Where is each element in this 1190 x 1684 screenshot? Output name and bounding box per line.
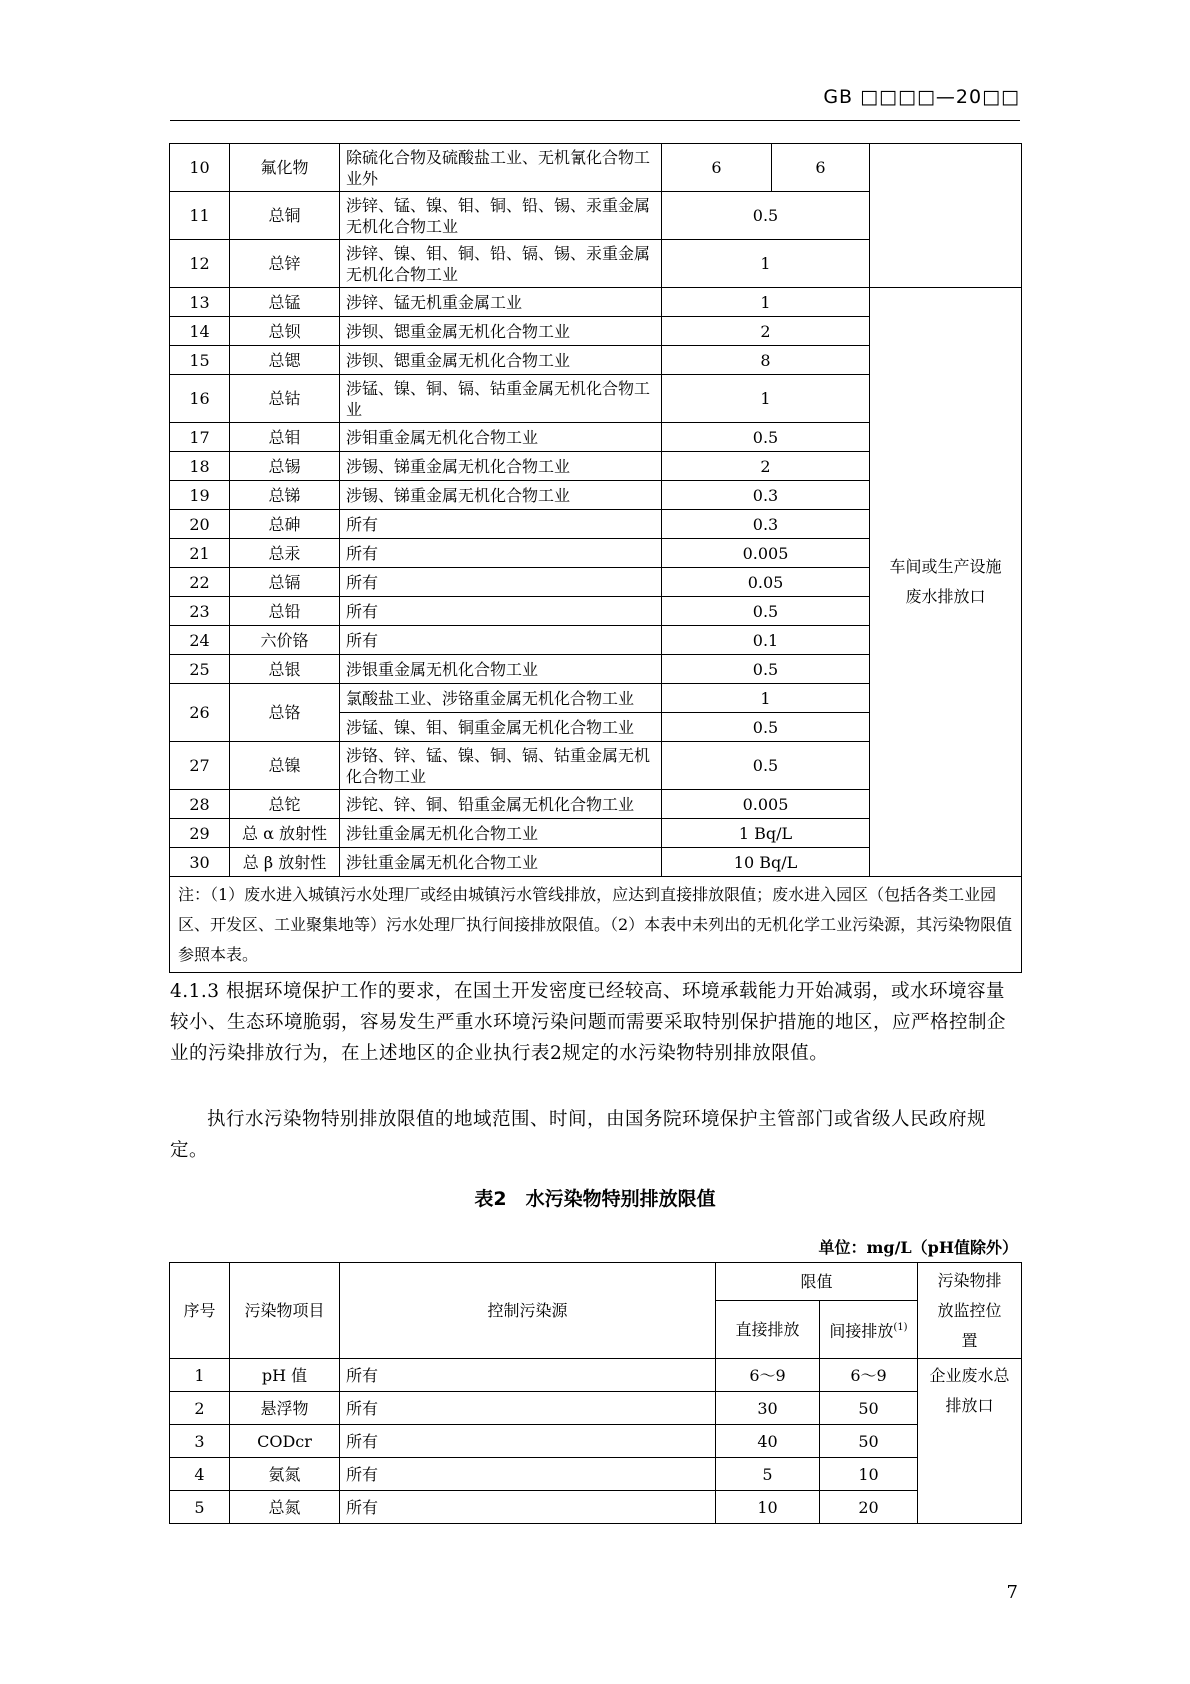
table-row bbox=[170, 288, 1022, 317]
row-limit: 0.05 bbox=[662, 568, 870, 597]
header-item: 污染物项目 bbox=[230, 1263, 340, 1359]
header-no: 序号 bbox=[170, 1263, 230, 1359]
page-number: 7 bbox=[1006, 1582, 1018, 1603]
row-limit: 0.005 bbox=[662, 790, 870, 819]
row-item: 总钴 bbox=[230, 375, 340, 423]
row-indirect: 6 bbox=[772, 144, 870, 192]
row-no: 12 bbox=[170, 240, 230, 288]
table-row bbox=[170, 1392, 1022, 1425]
row-limit: 10 Bq/L bbox=[662, 848, 870, 877]
header-location: 污染物排放监控位置 bbox=[918, 1263, 1022, 1359]
row-direct: 5 bbox=[716, 1458, 820, 1491]
table-note-row bbox=[170, 877, 1022, 973]
header-limit: 限值 bbox=[716, 1263, 918, 1301]
row-limit: 0.005 bbox=[662, 539, 870, 568]
paragraph-4-1-3: 4.1.3 根据环境保护工作的要求，在国土开发密度已经较高、环境承载能力开始减弱，或水环境容量较小、生态环境脆弱，容易发生严重水环境污染问题而需要采取特别保护措施的地区，应严格控制企业的污染排放行为，在上述地区的企业执行表2规定的水污染物特别排放限值。 bbox=[170, 981, 1007, 1064]
row-source: 涉钍重金属无机化合物工业 bbox=[340, 848, 662, 877]
row-source: 所有 bbox=[340, 510, 662, 539]
monitor-location bbox=[918, 1359, 1022, 1524]
row-limit: 0.3 bbox=[662, 481, 870, 510]
row-no: 23 bbox=[170, 597, 230, 626]
table1-continued bbox=[169, 143, 1022, 973]
table-row bbox=[170, 1491, 1022, 1524]
row-no: 20 bbox=[170, 510, 230, 539]
row-indirect: 10 bbox=[820, 1458, 918, 1491]
row-no: 5 bbox=[170, 1491, 230, 1524]
row-indirect: 50 bbox=[820, 1392, 918, 1425]
row-source: 除硫化合物及硫酸盐工业、无机氰化合物工业外 bbox=[340, 144, 662, 192]
row-item: 氟化物 bbox=[230, 144, 340, 192]
footnote-marker: (1) bbox=[893, 1322, 908, 1334]
row-source: 涉锰、镍、钼、铜重金属无机化合物工业 bbox=[340, 713, 662, 742]
row-indirect: 20 bbox=[820, 1491, 918, 1524]
row-source: 涉锌、锰、镍、钼、铜、铅、锡、汞重金属无机化合物工业 bbox=[340, 192, 662, 240]
row-indirect: 6～9 bbox=[820, 1359, 918, 1392]
row-item: 总锌 bbox=[230, 240, 340, 288]
row-no: 26 bbox=[170, 684, 230, 742]
row-source: 涉铊、锌、铜、铅重金属无机化合物工业 bbox=[340, 790, 662, 819]
row-limit: 0.5 bbox=[662, 713, 870, 742]
row-direct: 10 bbox=[716, 1491, 820, 1524]
row-item: 总铅 bbox=[230, 597, 340, 626]
row-item: 总钼 bbox=[230, 423, 340, 452]
row-direct: 6 bbox=[662, 144, 772, 192]
paragraph-special-limits: 执行水污染物特别排放限值的地域范围、时间，由国务院环境保护主管部门或省级人民政府规定。 bbox=[170, 1109, 987, 1161]
row-limit: 2 bbox=[662, 317, 870, 346]
row-no: 24 bbox=[170, 626, 230, 655]
row-item: 总铬 bbox=[230, 684, 340, 742]
row-source: 所有 bbox=[340, 626, 662, 655]
table2 bbox=[169, 1262, 1022, 1524]
monitor-location: 车间或生产设施废水排放口 bbox=[870, 288, 1022, 877]
row-limit: 1 Bq/L bbox=[662, 819, 870, 848]
row-no: 10 bbox=[170, 144, 230, 192]
row-source: 所有 bbox=[340, 1491, 716, 1524]
row-source: 所有 bbox=[340, 1392, 716, 1425]
row-item: 总铊 bbox=[230, 790, 340, 819]
row-no: 13 bbox=[170, 288, 230, 317]
row-no: 14 bbox=[170, 317, 230, 346]
row-item: 总 α 放射性 bbox=[230, 819, 340, 848]
row-item: 总砷 bbox=[230, 510, 340, 539]
row-source: 涉锌、锰无机重金属工业 bbox=[340, 288, 662, 317]
row-item: 总锡 bbox=[230, 452, 340, 481]
table-row bbox=[170, 1425, 1022, 1458]
row-no: 1 bbox=[170, 1359, 230, 1392]
table2-header-row bbox=[170, 1263, 1022, 1301]
row-item: 总镉 bbox=[230, 568, 340, 597]
row-limit: 1 bbox=[662, 684, 870, 713]
row-limit: 8 bbox=[662, 346, 870, 375]
header-indirect-label: 间接排放 bbox=[829, 1321, 894, 1341]
row-source: 涉锌、镍、钼、铜、铅、镉、锡、汞重金属无机化合物工业 bbox=[340, 240, 662, 288]
row-item: 悬浮物 bbox=[230, 1392, 340, 1425]
monitor-location-text: 企业废水总排放口 bbox=[929, 1366, 1010, 1415]
table2-unit: 单位：mg/L（pH值除外） bbox=[818, 1238, 1018, 1257]
header-rule bbox=[170, 120, 1020, 121]
row-no: 18 bbox=[170, 452, 230, 481]
row-item: 总 β 放射性 bbox=[230, 848, 340, 877]
row-limit: 0.5 bbox=[662, 192, 870, 240]
row-no: 2 bbox=[170, 1392, 230, 1425]
row-source: 涉锰、镍、铜、镉、钴重金属无机化合物工业 bbox=[340, 375, 662, 423]
header-indirect bbox=[820, 1301, 918, 1359]
row-no: 3 bbox=[170, 1425, 230, 1458]
row-source: 涉银重金属无机化合物工业 bbox=[340, 655, 662, 684]
row-source: 涉锡、锑重金属无机化合物工业 bbox=[340, 452, 662, 481]
row-source: 涉锡、锑重金属无机化合物工业 bbox=[340, 481, 662, 510]
row-source: 所有 bbox=[340, 1458, 716, 1491]
row-no: 30 bbox=[170, 848, 230, 877]
row-direct: 30 bbox=[716, 1392, 820, 1425]
row-limit: 1 bbox=[662, 288, 870, 317]
row-source: 涉钡、锶重金属无机化合物工业 bbox=[340, 346, 662, 375]
row-limit: 0.1 bbox=[662, 626, 870, 655]
monitor-cell-blank bbox=[870, 144, 1022, 288]
table-row bbox=[170, 1359, 1022, 1392]
row-no: 4 bbox=[170, 1458, 230, 1491]
row-item: 总铜 bbox=[230, 192, 340, 240]
row-limit: 0.5 bbox=[662, 423, 870, 452]
row-indirect: 50 bbox=[820, 1425, 918, 1458]
row-no: 28 bbox=[170, 790, 230, 819]
row-no: 16 bbox=[170, 375, 230, 423]
row-limit: 1 bbox=[662, 240, 870, 288]
header-source: 控制污染源 bbox=[340, 1263, 716, 1359]
row-limit: 2 bbox=[662, 452, 870, 481]
row-source: 所有 bbox=[340, 539, 662, 568]
row-limit: 0.5 bbox=[662, 655, 870, 684]
table-row bbox=[170, 144, 1022, 192]
row-item: 总镍 bbox=[230, 742, 340, 790]
row-direct: 6～9 bbox=[716, 1359, 820, 1392]
row-item: 总锶 bbox=[230, 346, 340, 375]
row-no: 22 bbox=[170, 568, 230, 597]
row-no: 29 bbox=[170, 819, 230, 848]
row-no: 21 bbox=[170, 539, 230, 568]
row-source: 所有 bbox=[340, 568, 662, 597]
table-note: 注：（1）废水进入城镇污水处理厂或经由城镇污水管线排放，应达到直接排放限值；废水进入园区（包括各类工业园区、开发区、工业聚集地等）污水处理厂执行间接排放限值。（2）本表中未列出的无机化学工业污染源，其污染物限值参照本表。 bbox=[170, 877, 1022, 973]
row-item: 总锑 bbox=[230, 481, 340, 510]
row-source: 氯酸盐工业、涉铬重金属无机化合物工业 bbox=[340, 684, 662, 713]
row-source: 涉铬、锌、锰、镍、铜、镉、钴重金属无机化合物工业 bbox=[340, 742, 662, 790]
table-row bbox=[170, 1458, 1022, 1491]
row-source: 所有 bbox=[340, 1425, 716, 1458]
row-direct: 40 bbox=[716, 1425, 820, 1458]
row-source: 涉钼重金属无机化合物工业 bbox=[340, 423, 662, 452]
row-source: 所有 bbox=[340, 1359, 716, 1392]
table2-title: 表2 水污染物特别排放限值 bbox=[474, 1188, 716, 1210]
row-item: 总汞 bbox=[230, 539, 340, 568]
row-source: 涉钍重金属无机化合物工业 bbox=[340, 819, 662, 848]
row-limit: 0.5 bbox=[662, 742, 870, 790]
row-limit: 0.3 bbox=[662, 510, 870, 539]
row-no: 19 bbox=[170, 481, 230, 510]
standard-header: GB □□□□—20□□ bbox=[823, 86, 1020, 108]
row-item: 总氮 bbox=[230, 1491, 340, 1524]
row-item: 氨氮 bbox=[230, 1458, 340, 1491]
header-direct: 直接排放 bbox=[716, 1301, 820, 1359]
row-no: 17 bbox=[170, 423, 230, 452]
row-limit: 1 bbox=[662, 375, 870, 423]
row-item: 总锰 bbox=[230, 288, 340, 317]
row-limit: 0.5 bbox=[662, 597, 870, 626]
row-no: 11 bbox=[170, 192, 230, 240]
row-no: 15 bbox=[170, 346, 230, 375]
row-item: 总钡 bbox=[230, 317, 340, 346]
row-source: 所有 bbox=[340, 597, 662, 626]
row-item: CODcr bbox=[230, 1425, 340, 1458]
row-source: 涉钡、锶重金属无机化合物工业 bbox=[340, 317, 662, 346]
row-no: 25 bbox=[170, 655, 230, 684]
row-item: 总银 bbox=[230, 655, 340, 684]
row-no: 27 bbox=[170, 742, 230, 790]
row-item: 六价铬 bbox=[230, 626, 340, 655]
row-item: pH 值 bbox=[230, 1359, 340, 1392]
